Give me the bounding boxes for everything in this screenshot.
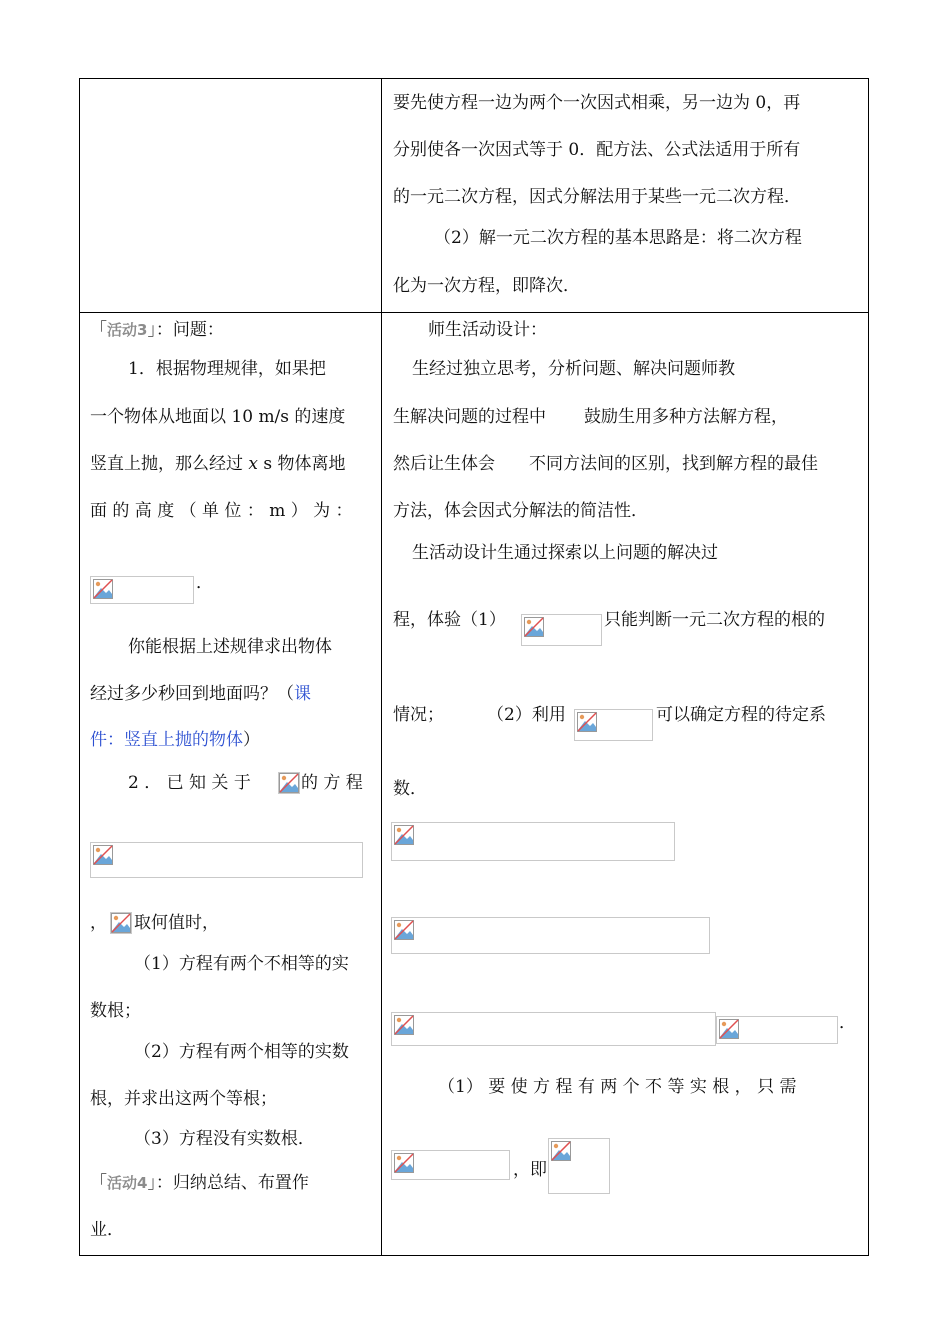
q2-item-1-b: 数根；	[90, 1001, 141, 1021]
right-top-line-4: （2）解一元二次方程的基本思路是：将二次方程	[434, 228, 802, 248]
row-divider	[79, 312, 869, 313]
right-line-2-c: 用多种方法解方程，	[635, 407, 788, 427]
close-paren: ）	[243, 730, 260, 750]
right-line-8: 数．	[393, 779, 427, 799]
right-line-6-b: 只能判断一元二次方程的根的	[604, 610, 825, 630]
q2-comma: ，	[90, 913, 107, 933]
right-period: ．	[839, 1013, 856, 1033]
broken-image-icon	[111, 913, 131, 933]
right-line-3-a: 然后让生体会	[393, 454, 495, 474]
broken-image-icon	[551, 1141, 571, 1161]
q1-line-6-text: 经过多少秒回到地面吗？（	[90, 684, 294, 704]
q1-line-4: 面 的 高 度 （ 单 位 ： m ） 为 ：	[90, 501, 353, 521]
q2-line-1-text: 2 ． 已 知 关 于	[128, 773, 251, 793]
right-top-line-2: 分别使各一次因式等于 0．配方法、公式法适用于所有	[393, 140, 801, 160]
q2-line-1	[128, 772, 251, 794]
formula-image-result	[548, 1138, 610, 1194]
broken-image-icon	[394, 1015, 414, 1035]
right-top-line-1: 要先使方程一边为两个一次因式相乘，另一边为 0，再	[393, 93, 801, 113]
right-line-2	[393, 406, 788, 428]
courseware-link-part-2[interactable]: 件：竖直上抛的物体	[90, 730, 243, 750]
right-top-line-5: 化为一次方程，即降次．	[393, 276, 580, 296]
broken-image-icon	[394, 920, 414, 940]
q2-item-1-a: （1）方程有两个不相等的实	[134, 954, 349, 974]
formula-image-solution-1	[391, 822, 675, 861]
right-top-line-3: 的一元二次方程，因式分解法用于某些一元二次方程．	[393, 187, 801, 207]
formula-image-solution-4	[716, 1016, 838, 1044]
q1-line-5: 你能根据上述规律求出物体	[128, 637, 332, 657]
right-line-7-a: 情况；	[393, 705, 444, 725]
activity-3-heading	[90, 319, 224, 341]
variable-x: x	[248, 454, 258, 474]
formula-image-solution-2	[391, 917, 710, 954]
right-line-6-a: 程，体验（1）	[393, 610, 506, 630]
q2-line-1-tail: 的 方 程	[301, 773, 363, 793]
formula-image-equation	[90, 842, 363, 878]
formula-image-solution-3	[391, 1012, 716, 1046]
right-line-7-c: 可以确定方程的待定系	[656, 705, 826, 725]
q1-line-3-tail: s 物体离地	[258, 454, 346, 474]
right-line-4: 方法，体会因式分解法的简洁性．	[393, 501, 648, 521]
q1-line-3	[90, 453, 346, 475]
formula-image-discriminant-2	[574, 709, 653, 741]
formula-image-height	[90, 576, 194, 604]
right-line-2-b: 鼓励生	[584, 407, 635, 427]
broken-image-icon	[93, 845, 113, 865]
formula-image-discriminant	[521, 614, 602, 646]
q2-item-2-b: 根，并求出这两个等根；	[90, 1089, 277, 1109]
broken-image-icon	[279, 773, 299, 793]
activity-4-heading	[90, 1172, 309, 1194]
q2-item-3: （3）方程没有实数根．	[134, 1129, 315, 1149]
right-line-11: ，即	[513, 1160, 547, 1180]
q2-item-2-a: （2）方程有两个相等的实数	[134, 1042, 349, 1062]
bracket-open: 「	[90, 320, 107, 340]
courseware-link-part-1[interactable]: 课	[294, 684, 311, 704]
right-line-3	[393, 453, 818, 475]
activity-3-label: 」：问题：	[147, 320, 224, 340]
q1-line-2: 一个物体从地面以 10 m/s 的速度	[90, 407, 346, 427]
broken-image-icon	[394, 1153, 414, 1173]
activity-4-tag: 活动4	[107, 1174, 148, 1192]
design-title: 师生活动设计：	[428, 320, 547, 340]
q1-line-3-text: 竖直上抛，那么经过	[90, 454, 243, 474]
q2-line-2: 取何值时，	[134, 913, 219, 933]
q1-period: ．	[196, 573, 213, 593]
right-line-7-b: （2）利用	[487, 705, 566, 725]
right-line-3-b: 不同方法间的区别，找到解方程的最佳	[529, 454, 818, 474]
formula-image-variable	[278, 772, 300, 794]
right-line-5: 生活动设计生通过探索以上问题的解决过	[412, 543, 718, 563]
broken-image-icon	[577, 712, 597, 732]
broken-image-icon	[524, 617, 544, 637]
formula-image-param	[110, 912, 132, 934]
bracket-open: 「	[90, 1173, 107, 1193]
activity-4-label: 」：归纳总结、布置作	[147, 1173, 309, 1193]
activity-3-tag: 活动3	[107, 321, 148, 339]
right-line-1: 生经过独立思考，分析问题、解决问题师教	[412, 359, 735, 379]
activity-4-tail: 业．	[90, 1220, 124, 1240]
right-line-10: （1） 要 使 方 程 有 两 个 不 等 实 根 ， 只 需	[438, 1077, 797, 1097]
q1-line-1: 1．根据物理规律，如果把	[128, 359, 326, 379]
right-line-2-a: 生解决问题的过程中	[393, 407, 546, 427]
formula-image-condition	[391, 1150, 510, 1180]
broken-image-icon	[93, 579, 113, 599]
q1-line-6	[90, 683, 311, 705]
q1-line-7	[90, 729, 260, 751]
broken-image-icon	[394, 825, 414, 845]
broken-image-icon	[719, 1019, 739, 1039]
column-divider	[381, 78, 382, 1256]
